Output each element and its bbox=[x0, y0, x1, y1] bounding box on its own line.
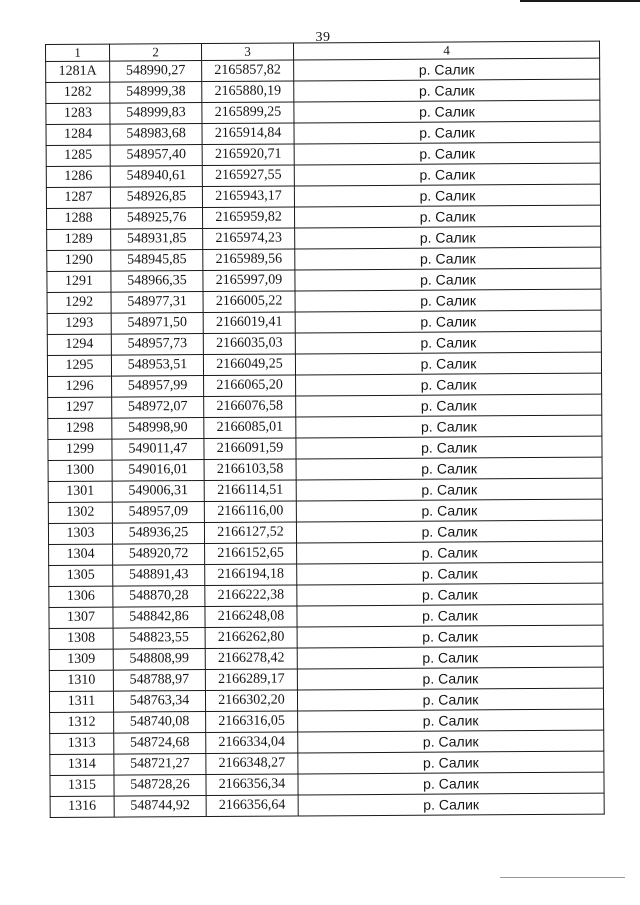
location-cell: р. Салик bbox=[298, 751, 604, 774]
x-coordinate-cell: 548990,27 bbox=[110, 61, 202, 83]
y-coordinate-cell: 2166262,80 bbox=[205, 627, 297, 649]
point-number-cell: 1302 bbox=[48, 502, 112, 523]
point-number-cell: 1285 bbox=[46, 145, 110, 166]
y-coordinate-cell: 2166019,41 bbox=[203, 312, 295, 334]
point-number-cell: 1315 bbox=[50, 775, 114, 796]
point-number-cell: 1311 bbox=[49, 691, 113, 712]
location-cell: р. Салик bbox=[296, 436, 602, 459]
location-cell: р. Салик bbox=[298, 709, 604, 732]
y-coordinate-cell: 2166091,59 bbox=[204, 438, 296, 460]
point-number-cell: 1290 bbox=[47, 250, 111, 271]
point-number-cell: 1310 bbox=[49, 670, 113, 691]
y-coordinate-cell: 2166005,22 bbox=[203, 291, 295, 313]
x-coordinate-cell: 548920,72 bbox=[113, 544, 205, 566]
x-coordinate-cell: 548957,40 bbox=[110, 145, 202, 167]
point-number-cell: 1312 bbox=[50, 712, 114, 733]
x-coordinate-cell: 548808,99 bbox=[113, 649, 205, 671]
point-number-cell: 1297 bbox=[48, 397, 112, 418]
location-cell: р. Салик bbox=[295, 352, 601, 375]
location-cell: р. Салик bbox=[295, 331, 601, 354]
point-number-cell: 1299 bbox=[48, 439, 112, 460]
table-body bbox=[46, 58, 605, 817]
location-cell: р. Салик bbox=[296, 415, 602, 438]
x-coordinate-cell: 548983,68 bbox=[110, 124, 202, 146]
x-coordinate-cell: 549006,31 bbox=[112, 481, 204, 503]
y-coordinate-cell: 2165943,17 bbox=[202, 186, 294, 208]
x-coordinate-cell: 548740,08 bbox=[114, 712, 206, 734]
bottom-rule bbox=[500, 877, 625, 878]
location-cell: р. Салик bbox=[298, 730, 604, 753]
location-cell: р. Салик bbox=[297, 646, 603, 669]
location-cell: р. Салик bbox=[297, 541, 603, 564]
location-cell: р. Салик bbox=[298, 772, 604, 795]
column-header-3: 3 bbox=[202, 43, 294, 61]
point-number-cell: 1293 bbox=[47, 313, 111, 334]
point-number-cell: 1295 bbox=[47, 355, 111, 376]
location-cell: р. Салик bbox=[296, 394, 602, 417]
table-row bbox=[50, 793, 604, 817]
y-coordinate-cell: 2165857,82 bbox=[202, 60, 294, 82]
point-number-cell: 1291 bbox=[47, 271, 111, 292]
x-coordinate-cell: 548998,90 bbox=[112, 418, 204, 440]
column-header-1: 1 bbox=[46, 44, 110, 61]
point-number-cell: 1282 bbox=[46, 82, 110, 103]
location-cell: р. Салик bbox=[294, 142, 600, 165]
x-coordinate-cell: 548999,83 bbox=[110, 103, 202, 125]
y-coordinate-cell: 2166356,64 bbox=[206, 795, 298, 817]
location-cell: р. Салик bbox=[297, 625, 603, 648]
location-cell: р. Салик bbox=[297, 562, 603, 585]
x-coordinate-cell: 548925,76 bbox=[111, 208, 203, 230]
location-cell: р. Салик bbox=[294, 163, 600, 186]
point-number-cell: 1301 bbox=[48, 481, 112, 502]
point-number-cell: 1308 bbox=[49, 628, 113, 649]
point-number-cell: 1289 bbox=[47, 229, 111, 250]
point-number-cell: 1309 bbox=[49, 649, 113, 670]
y-coordinate-cell: 2166302,20 bbox=[205, 690, 297, 712]
y-coordinate-cell: 2166316,05 bbox=[206, 711, 298, 733]
y-coordinate-cell: 2166116,00 bbox=[204, 501, 296, 523]
x-coordinate-cell: 548788,97 bbox=[113, 670, 205, 692]
x-coordinate-cell: 548763,34 bbox=[113, 691, 205, 713]
y-coordinate-cell: 2166114,51 bbox=[204, 480, 296, 502]
x-coordinate-cell: 548891,43 bbox=[113, 565, 205, 587]
point-number-cell: 1300 bbox=[48, 460, 112, 481]
point-number-cell: 1316 bbox=[50, 796, 114, 817]
x-coordinate-cell: 548957,73 bbox=[111, 334, 203, 356]
y-coordinate-cell: 2165974,23 bbox=[203, 228, 295, 250]
point-number-cell: 1281А bbox=[46, 61, 110, 82]
point-number-cell: 1303 bbox=[48, 523, 112, 544]
y-coordinate-cell: 2166222,38 bbox=[205, 585, 297, 607]
x-coordinate-cell: 548744,92 bbox=[114, 796, 206, 818]
x-coordinate-cell: 548940,61 bbox=[110, 166, 202, 188]
location-cell: р. Салик bbox=[297, 667, 603, 690]
location-cell: р. Салик bbox=[296, 520, 602, 543]
point-number-cell: 1313 bbox=[50, 733, 114, 754]
y-coordinate-cell: 2166127,52 bbox=[204, 522, 296, 544]
location-cell: р. Салик bbox=[297, 583, 603, 606]
point-number-cell: 1292 bbox=[47, 292, 111, 313]
y-coordinate-cell: 2166049,25 bbox=[203, 354, 295, 376]
location-cell: р. Салик bbox=[294, 100, 600, 123]
location-cell: р. Салик bbox=[295, 247, 601, 270]
location-cell: р. Салик bbox=[294, 184, 600, 207]
point-number-cell: 1307 bbox=[49, 607, 113, 628]
location-cell: р. Салик bbox=[295, 310, 601, 333]
y-coordinate-cell: 2166035,03 bbox=[203, 333, 295, 355]
y-coordinate-cell: 2166356,34 bbox=[206, 774, 298, 796]
point-number-cell: 1294 bbox=[47, 334, 111, 355]
location-cell: р. Салик bbox=[294, 58, 600, 81]
y-coordinate-cell: 2166278,42 bbox=[205, 648, 297, 670]
coordinates-table bbox=[45, 41, 605, 818]
location-cell: р. Салик bbox=[295, 268, 601, 291]
x-coordinate-cell: 548724,68 bbox=[114, 733, 206, 755]
y-coordinate-cell: 2166334,04 bbox=[206, 732, 298, 754]
point-number-cell: 1284 bbox=[46, 124, 110, 145]
x-coordinate-cell: 548936,25 bbox=[112, 523, 204, 545]
location-cell: р. Салик bbox=[295, 205, 601, 228]
point-number-cell: 1296 bbox=[48, 376, 112, 397]
location-cell: р. Салик bbox=[297, 688, 603, 711]
point-number-cell: 1287 bbox=[46, 187, 110, 208]
x-coordinate-cell: 548926,85 bbox=[110, 187, 202, 209]
y-coordinate-cell: 2165927,55 bbox=[202, 165, 294, 187]
location-cell: р. Салик bbox=[294, 121, 600, 144]
point-number-cell: 1314 bbox=[50, 754, 114, 775]
y-coordinate-cell: 2165899,25 bbox=[202, 102, 294, 124]
x-coordinate-cell: 548957,09 bbox=[112, 502, 204, 524]
location-cell: р. Салик bbox=[296, 373, 602, 396]
location-cell: р. Салик bbox=[294, 79, 600, 102]
y-coordinate-cell: 2166085,01 bbox=[204, 417, 296, 439]
location-cell: р. Салик bbox=[296, 457, 602, 480]
x-coordinate-cell: 548931,85 bbox=[111, 229, 203, 251]
point-number-cell: 1298 bbox=[48, 418, 112, 439]
y-coordinate-cell: 2165997,09 bbox=[203, 270, 295, 292]
y-coordinate-cell: 2166348,27 bbox=[206, 753, 298, 775]
point-number-cell: 1283 bbox=[46, 103, 110, 124]
x-coordinate-cell: 548823,55 bbox=[113, 628, 205, 650]
x-coordinate-cell: 548966,35 bbox=[111, 271, 203, 293]
y-coordinate-cell: 2165914,84 bbox=[202, 123, 294, 145]
location-cell: р. Салик bbox=[295, 226, 601, 249]
location-cell: р. Салик bbox=[295, 289, 601, 312]
y-coordinate-cell: 2165920,71 bbox=[202, 144, 294, 166]
x-coordinate-cell: 548945,85 bbox=[111, 250, 203, 272]
x-coordinate-cell: 548957,99 bbox=[112, 376, 204, 398]
y-coordinate-cell: 2166103,58 bbox=[204, 459, 296, 481]
x-coordinate-cell: 549016,01 bbox=[112, 460, 204, 482]
y-coordinate-cell: 2166076,58 bbox=[204, 396, 296, 418]
page-number: 39 bbox=[315, 30, 331, 45]
x-coordinate-cell: 548977,31 bbox=[111, 292, 203, 314]
location-cell: р. Салик bbox=[296, 499, 602, 522]
x-coordinate-cell: 549011,47 bbox=[112, 439, 204, 461]
y-coordinate-cell: 2165989,56 bbox=[203, 249, 295, 271]
x-coordinate-cell: 548721,27 bbox=[114, 754, 206, 776]
x-coordinate-cell: 548953,51 bbox=[111, 355, 203, 377]
location-cell: р. Салик bbox=[298, 793, 604, 816]
location-cell: р. Салик bbox=[297, 604, 603, 627]
y-coordinate-cell: 2166289,17 bbox=[205, 669, 297, 691]
y-coordinate-cell: 2166194,18 bbox=[205, 564, 297, 586]
location-cell: р. Салик bbox=[296, 478, 602, 501]
point-number-cell: 1304 bbox=[49, 544, 113, 565]
point-number-cell: 1286 bbox=[46, 166, 110, 187]
point-number-cell: 1288 bbox=[47, 208, 111, 229]
x-coordinate-cell: 548842,86 bbox=[113, 607, 205, 629]
column-header-2: 2 bbox=[110, 44, 202, 62]
y-coordinate-cell: 2166248,08 bbox=[205, 606, 297, 628]
y-coordinate-cell: 2165880,19 bbox=[202, 81, 294, 103]
x-coordinate-cell: 548728,26 bbox=[114, 775, 206, 797]
y-coordinate-cell: 2165959,82 bbox=[203, 207, 295, 229]
scan-edge-line bbox=[520, 0, 640, 2]
x-coordinate-cell: 548870,28 bbox=[113, 586, 205, 608]
y-coordinate-cell: 2166152,65 bbox=[205, 543, 297, 565]
x-coordinate-cell: 548972,07 bbox=[112, 397, 204, 419]
y-coordinate-cell: 2166065,20 bbox=[204, 375, 296, 397]
x-coordinate-cell: 548999,38 bbox=[110, 82, 202, 104]
point-number-cell: 1306 bbox=[49, 586, 113, 607]
x-coordinate-cell: 548971,50 bbox=[111, 313, 203, 335]
column-header-4: 4 bbox=[293, 41, 599, 60]
point-number-cell: 1305 bbox=[49, 565, 113, 586]
